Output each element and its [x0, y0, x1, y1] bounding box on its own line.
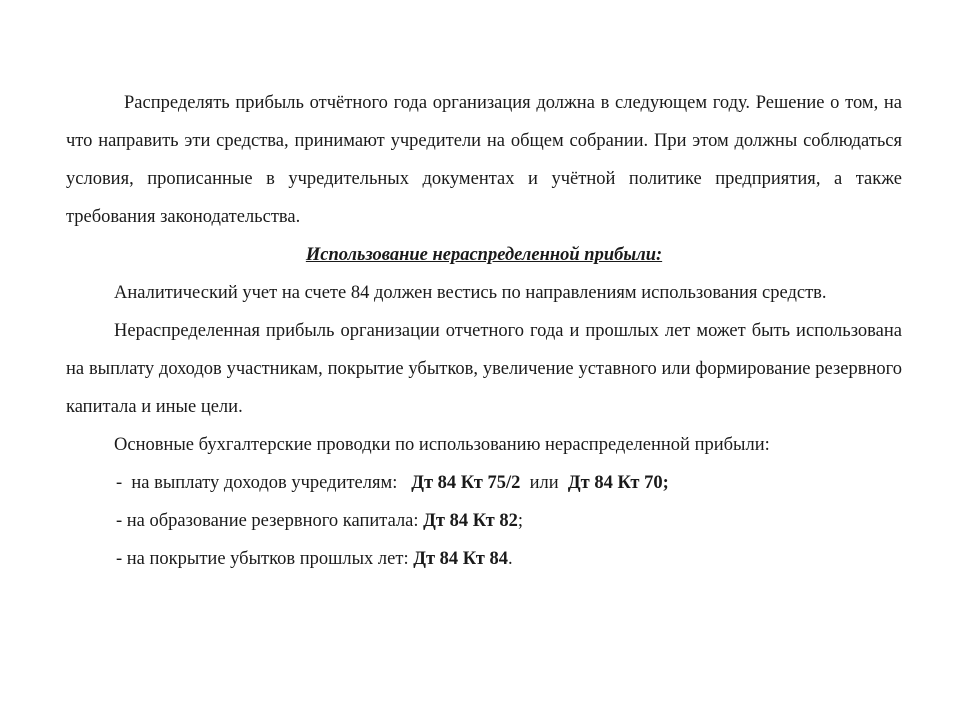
entry-suffix: ;: [517, 511, 524, 531]
entry-reserve-capital: [66, 502, 902, 540]
entry-prefix: - на выплату доходов учредителям:: [116, 473, 412, 493]
entry-loss-coverage: [66, 540, 902, 578]
section-heading: Использование нераспределенной прибыли:: [305, 245, 663, 265]
usage-paragraph: Нераспределенная прибыль организации отчетного года и прошлых лет может быть использована на выплату доходов участникам, покрытие убытков, увеличение уставного или формирование резервного капитала и иные цели.: [66, 321, 902, 417]
entries-intro: Основные бухгалтерские проводки по использованию нераспределенной прибыли:: [114, 435, 770, 455]
entry-prefix: - на образование резервного капитала:: [116, 511, 424, 531]
analytics-paragraph: Аналитический учет на счете 84 должен вестись по направлениям использования средств.: [114, 283, 827, 303]
document-body: [66, 84, 902, 578]
entry-middle: или: [520, 473, 568, 493]
entry-dividends: [66, 464, 902, 502]
entry-code: Дт 84 Кт 84: [413, 549, 508, 569]
entry-code-alt: Дт 84 Кт 70;: [567, 473, 669, 493]
entry-code: Дт 84 Кт 75/2: [411, 473, 521, 493]
entry-suffix: .: [507, 549, 513, 569]
intro-paragraph: Распределять прибыль отчётного года организация должна в следующем году. Решение о том, на что направить эти средства, принимают учредители на общем собрании. При этом должны соблюдаться условия, прописанные в учредительных документах и учётной политике предприятия, а также требования законодательства.: [66, 93, 902, 227]
entry-code: Дт 84 Кт 82: [423, 511, 518, 531]
entry-prefix: - на покрытие убытков прошлых лет:: [116, 549, 414, 569]
